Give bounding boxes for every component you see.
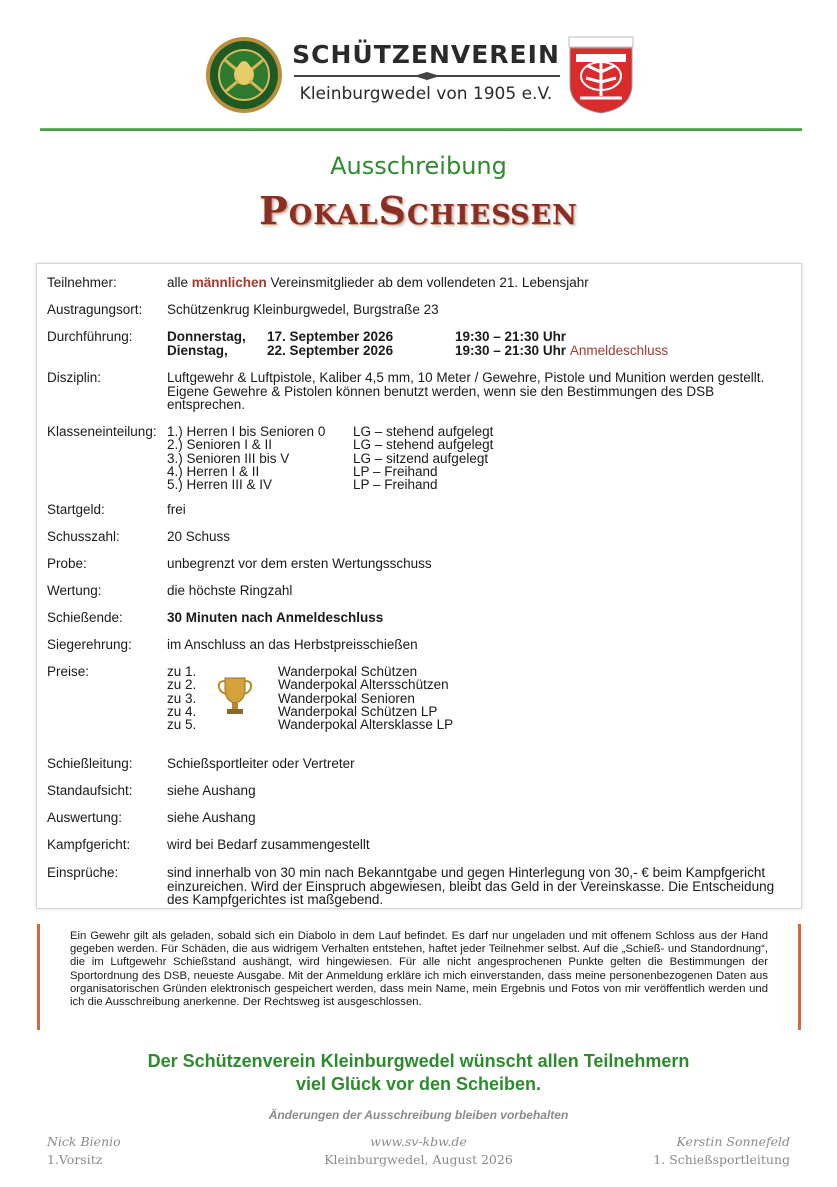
prize-row [167,665,787,678]
value: wird bei Bedarf zusammengestellt [167,837,370,852]
prize-row [167,718,787,731]
place-date: Kleinburgwedel, August 2026 [324,1152,513,1167]
class-mode: LP – Freihand [353,463,438,479]
day: Donnerstag, [167,329,246,344]
prize-rank: zu 5. [167,717,197,733]
value: siehe Aushang [167,783,256,798]
prize-row [167,692,787,705]
time: 19:30 – 21:30 Uhr [455,329,567,344]
value: siehe Aushang [167,810,256,825]
trophy-icon [217,675,253,717]
label: Schusszahl: [47,529,120,544]
value: Luftgewehr & Luftpistole, Kaliber 4,5 mm, 10 Meter / Gewehre, Pistole und Munition werden gestellt. Eigene Gewehre & Pistolen können benutzt werden, wenn sie den Bestimmungen des DSB entsprechen. [167,370,765,412]
class-row [167,465,787,478]
label: Klasseneinteilung: [47,424,157,439]
label: Probe: [47,556,87,571]
date: 22. September 2026 [267,342,394,358]
class-name: 3.) Senioren III bis V [167,450,290,466]
label: Disziplin: [47,370,102,385]
signer-role: 1. Schießsportleitung [653,1152,790,1167]
website-link[interactable]: www.sv-kbw.de [370,1134,467,1149]
safety-notice: Ein Gewehr gilt als geladen, sobald sich ein Diabolo in dem Lauf befindet. Es darf nur ungeladen und mit offenem Schloss aus der Hand gegeben werden. Für Schäden, die aus widrigem Verhalten entstehen, haftet jeder Teilnehmer selbst. Auf die „Schieß- und Standordnung“, die im Luftgewehr Schießstand aushängt, wird hingewiesen. Für alle nicht angesprochenen Punkte gelten die Bestimmungen der Sportordnung des DSB, neueste Ausgabe. Mit der Anmeldung erkläre ich mich einverstanden, dass meine personenbezogenen Daten aus organisatorischen Gründen elektronisch gespeichert werden, dass mein Name, mein Ergebnis und Fotos von mir veröffentlich werden und ich die Ausschreibung anerkenne. Der Rechtsweg ist ausgeschlossen. [37,924,801,1030]
signer-role: 1.Vorsitz [47,1152,103,1167]
value-text: Vereinsmitglieder ab dem vollendeten 21. Lebensjahr [266,275,589,290]
value [167,276,787,290]
document-title: PokalSchießen [259,188,578,233]
highlight-text: männlichen [191,275,267,290]
class-mode: LG – stehend aufgelegt [353,424,494,439]
class-mode: LG – sitzend aufgelegt [353,450,489,466]
prize-name: Wanderpokal Altersschützen [278,677,449,693]
wish-line: Der Schützenverein Kleinburgwedel wünscht allen Teilnehmern [147,1051,690,1071]
value [167,665,787,731]
class-row [167,478,787,491]
value: sind innerhalb von 30 min nach Bekanntgabe und gegen Hinterlegung von 30,- € beim Kampfgericht einzureichen. Wird der Einspruch abgewiesen, bleibt das Geld in der Vereinskasse. Die Entscheidung des Kampfgerichtes ist maßgebend. [167,865,775,907]
date: 17. September 2026 [267,329,394,344]
class-mode: LG – stehend aufgelegt [353,437,494,453]
club-divider [294,75,560,77]
club-logo [205,36,283,114]
signer-name: Nick Bienio [47,1134,121,1149]
prize-rank: zu 1. [167,664,197,679]
prize-rank: zu 2. [167,677,197,693]
label: Schießende: [47,610,123,625]
details-box [36,263,802,909]
value [167,330,787,357]
prize-name: Wanderpokal Schützen [278,664,418,679]
prize-rank: zu 3. [167,690,197,706]
value: im Anschluss an das Herbstpreisschießen [167,637,418,652]
prize-name: Wanderpokal Altersklasse LP [278,717,454,733]
prize-name: Wanderpokal Schützen LP [278,703,438,719]
closing-wish [0,1050,837,1096]
label: Wertung: [47,583,102,598]
class-row [167,425,787,438]
prize-row [167,678,787,691]
class-name: 4.) Herren I & II [167,463,260,479]
label: Kampfgericht: [47,837,131,852]
label: Startgeld: [47,502,105,517]
signature-right [653,1133,790,1169]
date-row [167,330,787,344]
wish-line: viel Glück vor den Scheiben. [295,1074,542,1094]
value: frei [167,502,186,517]
value: 30 Minuten nach Anmeldeschluss [167,610,384,625]
label: Austragungsort: [47,302,143,317]
value: die höchste Ringzahl [167,583,293,598]
label: Durchführung: [47,329,133,344]
value-text: alle [167,275,192,290]
class-row [167,438,787,451]
class-name: 1.) Herren I bis Senioren 0 [167,424,326,439]
label: Einsprüche: [47,865,119,880]
time: 19:30 – 21:30 Uhr [455,342,567,358]
class-mode: LP – Freihand [353,477,438,493]
label: Preise: [47,664,90,679]
date-row [167,344,787,358]
club-subtitle: Kleinburgwedel von 1905 e.V. [299,84,553,104]
value: Schützenkrug Kleinburgwedel, Burgstraße 23 [167,302,439,317]
class-name: 5.) Herren III & IV [167,477,273,493]
changes-note: Änderungen der Ausschreibung bleiben vorbehalten [268,1108,569,1122]
club-name: SCHÜTZENVEREIN [292,40,560,69]
label: Standaufsicht: [47,783,133,798]
class-row [167,452,787,465]
label: Siegerehrung: [47,637,132,652]
time-cell [455,344,668,358]
town-crest [568,36,634,114]
class-name: 2.) Senioren I & II [167,437,273,453]
prize-row [167,705,787,718]
header [0,0,837,130]
label: Auswertung: [47,810,123,825]
prize-name: Wanderpokal Senioren [278,690,415,706]
value: Schießsportleiter oder Vertreter [167,756,355,771]
deadline-note: Anmeldeschluss [569,342,669,358]
value: unbegrenzt vor dem ersten Wertungsschuss [167,556,432,571]
header-divider [40,128,802,131]
value [167,425,787,491]
day: Dienstag, [167,342,228,358]
label: Schießleitung: [47,756,133,771]
label: Teilnehmer: [47,275,117,290]
document-subtitle: Ausschreibung [330,152,507,180]
signer-name: Kerstin Sonnefeld [676,1134,790,1149]
value: 20 Schuss [167,529,231,544]
prize-rank: zu 4. [167,703,197,719]
